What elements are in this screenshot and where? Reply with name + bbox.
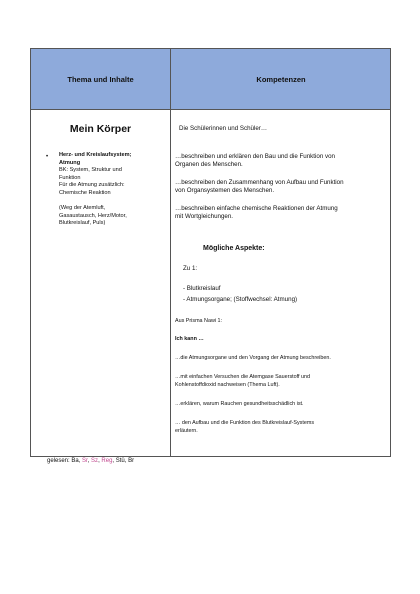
can-do-2-line-2: Kohlenstoffdioxid nachweisen (Thema Luft). (175, 382, 280, 388)
topic-detail-8: Blutkreislauf, Puls) (59, 220, 106, 227)
competence-3-line-1: …beschreiben einfache chemische Reaktionen der Atmung (175, 205, 338, 212)
read-by-sz: Sz (91, 458, 99, 464)
column-divider (170, 49, 171, 456)
read-by-sr: Sr (82, 458, 88, 464)
read-by-sep-1: , (87, 458, 92, 464)
header-kompetenzen: Kompetenzen (256, 74, 306, 84)
can-do-4-line-2: erläutern. (175, 428, 198, 434)
intro-text: Die Schülerinnen und Schüler… (179, 125, 268, 132)
topic-text (59, 152, 167, 228)
table-header-row (31, 49, 390, 110)
read-by-prefix: gelesen: Ba, (47, 458, 83, 464)
section-title: Mein Körper (69, 123, 132, 135)
can-do-1: …die Atmungsorgane und den Vorgang der Atmung beschreiben. (175, 355, 331, 361)
topic-line-2: Atmung (59, 159, 81, 166)
read-by-suffix: , Stü, Br (112, 458, 135, 464)
aspects-heading: Mögliche Aspekte: (203, 245, 265, 252)
competence-2-line-2: von Organsystemen des Menschen. (175, 187, 275, 194)
aspect-item-1: - Blutkreislauf (183, 285, 221, 292)
bullet-icon: • (46, 154, 49, 160)
topic-detail-6: (Weg der Atemluft, (59, 205, 106, 212)
topic-detail-1: BK: System, Struktur und (59, 167, 122, 174)
topic-detail-2: Funktion (59, 174, 81, 181)
topic-detail-3: Für die Atmung zusätzlich: (59, 182, 125, 189)
aspect-item-2: - Atmungsorgane; (Stoffwechsel: Atmung) (183, 296, 298, 303)
can-do-2-line-1: …mit einfachen Versuchen die Atemgase Sauerstoff und (175, 374, 311, 380)
competence-3-line-2: mit Wortgleichungen. (175, 213, 234, 220)
read-by-reg: Reg (101, 458, 113, 464)
zu1-label: Zu 1: (183, 265, 198, 272)
topic-spacer (59, 198, 167, 206)
can-do-3: …erklären, warum Rauchen gesundheitsschädlich ist. (175, 401, 304, 407)
topic-detail-7: Gasaustausch, Herz/Motor, (59, 212, 127, 219)
prisma-source: Aus Prisma Nawi 1: (175, 318, 223, 324)
curriculum-table (30, 48, 391, 457)
can-do-4-line-1: … den Aufbau und die Funktion des Blutkreislauf-Systems (175, 420, 315, 426)
topic-line-1: Herz- und Kreislaufsystem; (59, 152, 132, 158)
competence-1-line-2: Organen des Menschen. (175, 161, 243, 168)
competence-1-line-1: …beschreiben und erklären den Bau und die Funktion von (175, 153, 335, 160)
competence-2-line-1: …beschreiben den Zusammenhang von Aufbau und Funktion (175, 179, 344, 186)
read-by-sep-2: , (98, 458, 102, 464)
header-thema: Thema und Inhalte (67, 74, 134, 84)
topic-detail-4: Chemische Reaktion (59, 189, 111, 196)
read-by-note (47, 458, 134, 464)
ich-kann-heading: Ich kann … (175, 336, 204, 342)
